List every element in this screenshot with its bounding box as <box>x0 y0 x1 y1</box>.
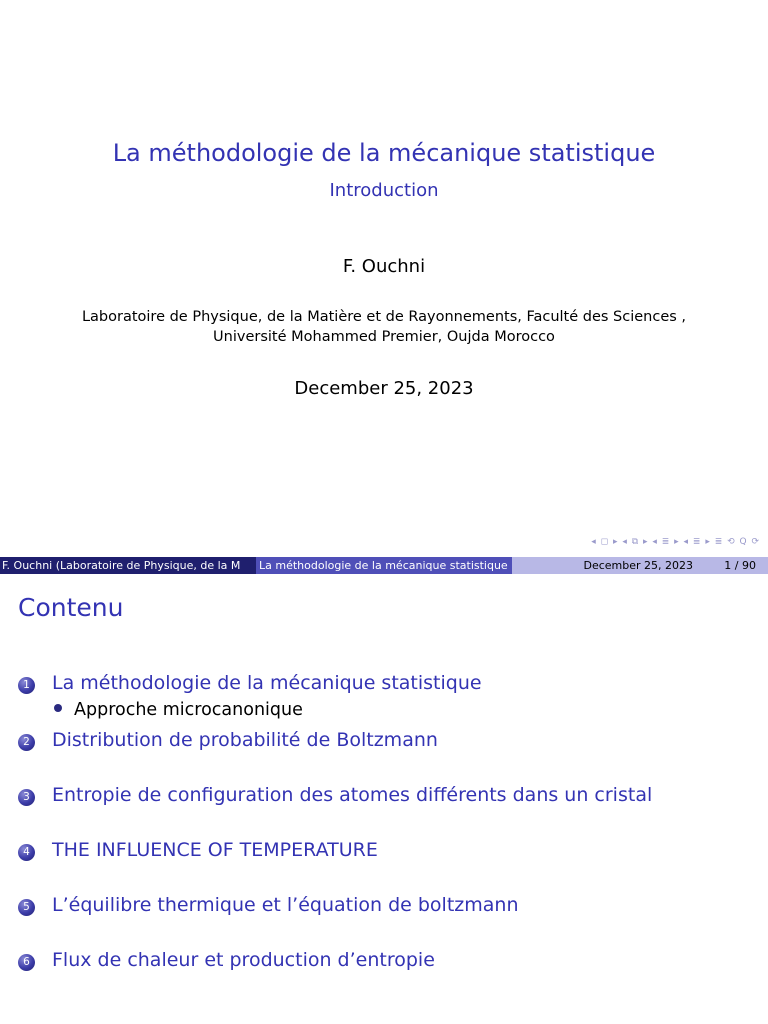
presentation-date: December 25, 2023 <box>294 378 474 399</box>
toc-item[interactable] <box>18 894 758 918</box>
footer-date-page <box>512 557 768 574</box>
section-number-ball: 2 <box>18 734 35 751</box>
footer-page-number: 1 / 90 <box>724 559 756 572</box>
toc-subitem-label[interactable]: Approche microcanonique <box>74 700 303 720</box>
beamer-footer <box>0 557 768 574</box>
section-number-ball: 5 <box>18 899 35 916</box>
toc-item[interactable] <box>18 729 758 753</box>
toc-item-label[interactable]: Distribution de probabilité de Boltzmann <box>52 729 438 751</box>
footer-date: December 25, 2023 <box>583 559 693 572</box>
toc-item-label[interactable]: La méthodologie de la mécanique statistique <box>52 672 482 694</box>
toc-item-label[interactable]: Flux de chaleur et production d’entropie <box>52 949 435 971</box>
toc-item-label[interactable]: THE INFLUENCE OF TEMPERATURE <box>52 839 378 861</box>
institution-line-2: Université Mohammed Premier, Oujda Morocco <box>213 329 555 345</box>
contents-slide <box>0 577 768 1024</box>
section-number-ball: 4 <box>18 844 35 861</box>
table-of-contents <box>18 672 758 1004</box>
section-number-ball: 3 <box>18 789 35 806</box>
author-name: F. Ouchni <box>342 256 426 277</box>
toc-subitem[interactable] <box>54 700 303 720</box>
footer-title: La méthodologie de la mécanique statistique <box>256 557 512 574</box>
toc-item-label[interactable]: Entropie de configuration des atomes différents dans un cristal <box>52 784 653 806</box>
toc-item[interactable] <box>18 784 758 808</box>
beamer-navigation-icons[interactable]: ◂ ◻ ▸ ◂ ⧉ ▸ ◂ ≣ ▸ ◂ ≣ ▸ ≣ ⟲ Q ⟳ <box>591 537 760 547</box>
presentation-subtitle: Introduction <box>329 180 439 201</box>
section-number-ball: 1 <box>18 677 35 694</box>
toc-item[interactable] <box>18 949 758 973</box>
bullet-icon <box>54 704 62 712</box>
toc-item[interactable] <box>18 839 758 863</box>
section-number-ball: 6 <box>18 954 35 971</box>
institution-line-1: Laboratoire de Physique, de la Matière et de Rayonnements, Faculté des Sciences , <box>81 309 687 325</box>
footer-author: F. Ouchni (Laboratoire de Physique, de la M <box>0 557 256 574</box>
frame-title: Contenu <box>18 593 124 622</box>
toc-item-label[interactable]: L’équilibre thermique et l’équation de boltzmann <box>52 894 519 916</box>
presentation-title: La méthodologie de la mécanique statistique <box>112 139 656 167</box>
institution <box>0 307 768 347</box>
toc-item[interactable] <box>18 672 758 720</box>
